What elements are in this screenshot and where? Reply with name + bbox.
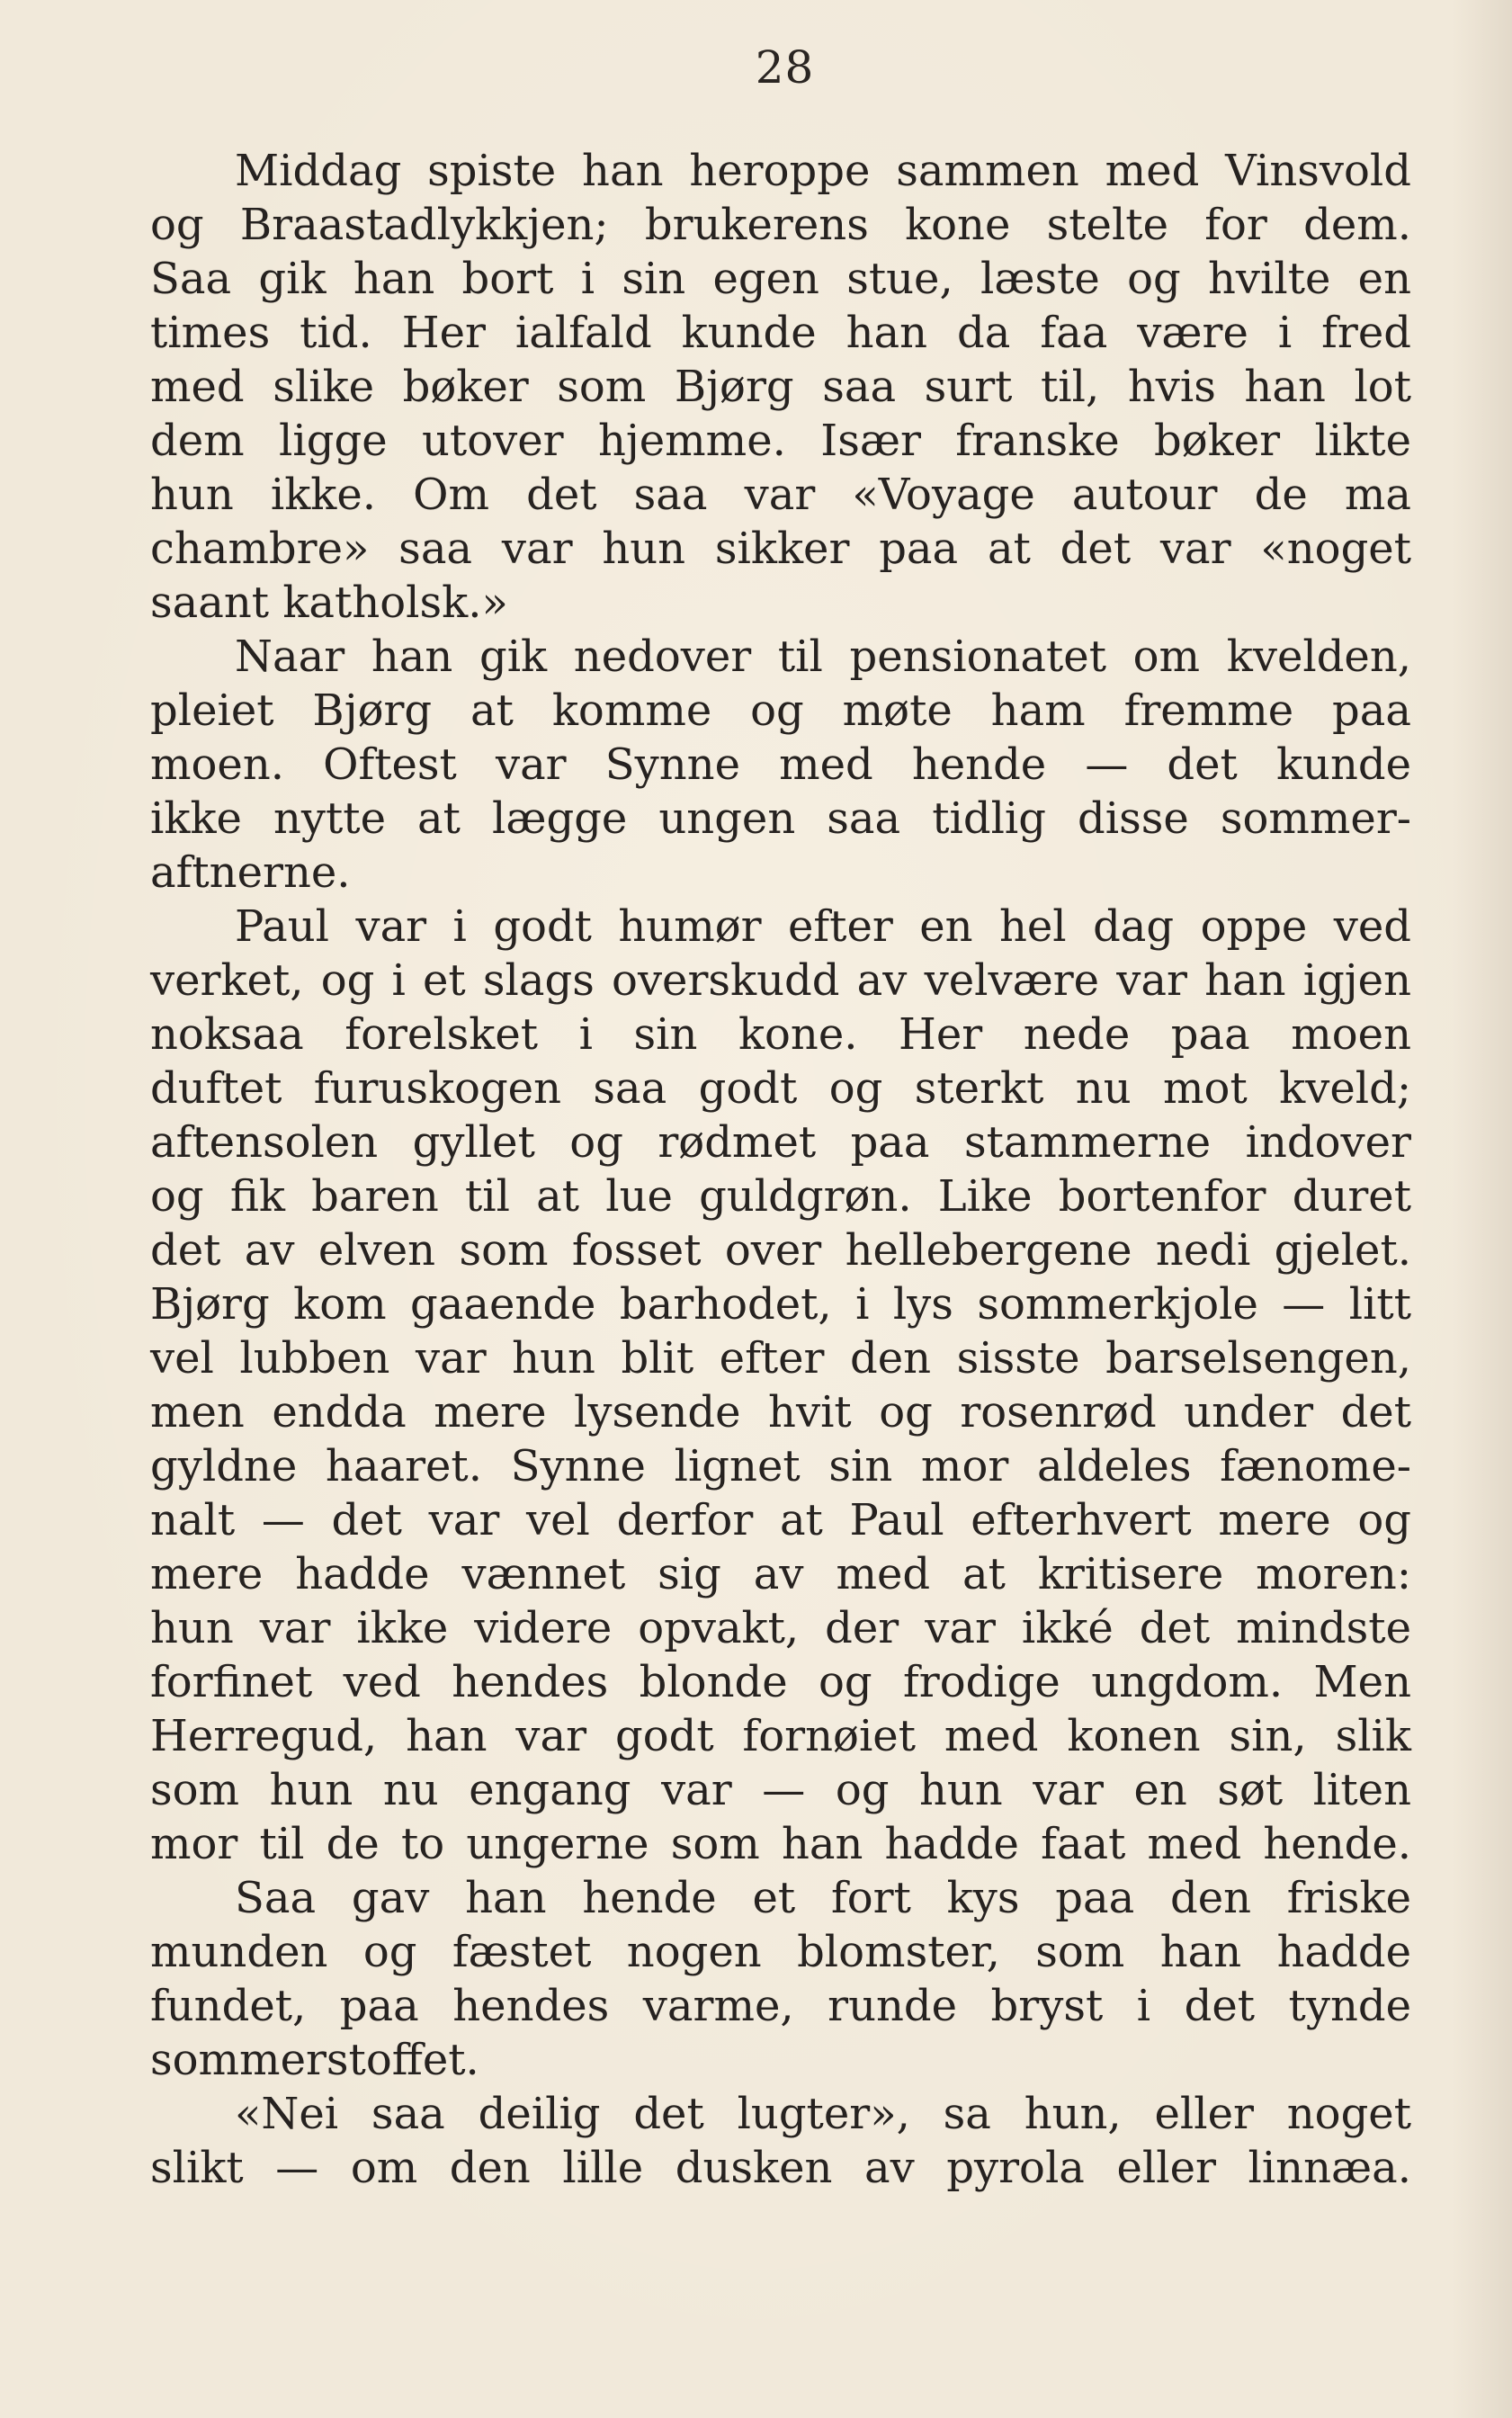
text-line-content: hun ikke. Om det saa var «Voyage autour de ma	[150, 470, 1411, 520]
text-line	[150, 1223, 1411, 1277]
text-line	[150, 1871, 1411, 1925]
text-line-content: med slike bøker som Bjørg saa surt til, hvis han lot	[150, 362, 1411, 412]
text-line-content: times tid. Her ialfald kunde han da faa være i fred	[150, 308, 1411, 358]
text-line-content: aftensolen gyllet og rødmet paa stammerne indover	[150, 1117, 1411, 1168]
text-line	[150, 1008, 1411, 1061]
text-line	[150, 630, 1411, 684]
text-line-content: hun var ikke videre opvakt, der var ikké det mindste	[150, 1603, 1411, 1653]
text-line	[150, 522, 1411, 576]
text-line-content: sommerstoffet.	[150, 2035, 479, 2085]
text-line-content: Saa gav han hende et fort kys paa den friske	[235, 1873, 1411, 1923]
text-line	[150, 2087, 1411, 2141]
text-line	[150, 1115, 1411, 1169]
text-line	[150, 576, 1411, 630]
text-line	[150, 2033, 1411, 2087]
text-line-content: Saa gik han bort i sin egen stue, læste og hvilte en	[150, 254, 1411, 304]
text-line-content: vel lubben var hun blit efter den sisste barselsengen,	[150, 1333, 1411, 1384]
text-line-content: og fik baren til at lue guldgrøn. Like bortenfor duret	[150, 1171, 1411, 1222]
text-line	[150, 198, 1411, 252]
text-line-content: pleiet Bjørg at komme og møte ham fremme paa	[150, 685, 1411, 736]
text-line	[150, 1709, 1411, 1763]
text-line-content: slikt — om den lille dusken av pyrola eller linnæa.	[150, 2143, 1411, 2193]
text-line	[150, 1385, 1411, 1439]
text-line-content: munden og fæstet nogen blomster, som han hadde	[150, 1927, 1411, 1977]
text-line-content: gyldne haaret. Synne lignet sin mor aldeles fænome-	[150, 1441, 1411, 1491]
text-line	[150, 1547, 1411, 1601]
text-line	[150, 1763, 1411, 1817]
text-line-content: aftnerne.	[150, 847, 351, 898]
text-line	[150, 252, 1411, 306]
text-line-content: Middag spiste han heroppe sammen med Vinsvold	[235, 146, 1411, 196]
text-line-content: Paul var i godt humør efter en hel dag oppe ved	[235, 901, 1411, 952]
text-line-content: ikke nytte at lægge ungen saa tidlig disse sommer-	[150, 793, 1411, 844]
text-line-content: chambre» saa var hun sikker paa at det var «noget	[150, 524, 1411, 574]
text-line	[150, 414, 1411, 468]
text-line	[150, 1601, 1411, 1655]
text-line-content: som hun nu engang var — og hun var en søt liten	[150, 1765, 1411, 1815]
text-line	[150, 1655, 1411, 1709]
body-text	[150, 144, 1411, 2195]
text-line	[150, 1169, 1411, 1223]
text-line	[150, 1925, 1411, 1979]
text-line-content: nalt — det var vel derfor at Paul efterhvert mere og	[150, 1495, 1411, 1545]
text-line	[150, 306, 1411, 360]
text-line	[150, 1439, 1411, 1493]
text-line-content: moen. Oftest var Synne med hende — det kunde	[150, 739, 1411, 790]
text-line-content: «Nei saa deilig det lugter», sa hun, eller noget	[235, 2089, 1411, 2139]
text-line	[150, 1493, 1411, 1547]
text-line	[150, 1331, 1411, 1385]
text-line	[150, 360, 1411, 414]
text-line	[150, 684, 1411, 738]
text-line	[150, 792, 1411, 846]
text-line-content: forfinet ved hendes blonde og frodige ungdom. Men	[150, 1657, 1411, 1707]
text-line-content: og Braastadlykkjen; brukerens kone stelte for dem.	[150, 200, 1411, 250]
text-line	[150, 1817, 1411, 1871]
text-line-content: men endda mere lysende hvit og rosenrød under det	[150, 1387, 1411, 1437]
text-line	[150, 846, 1411, 900]
text-line-content: dem ligge utover hjemme. Især franske bøker likte	[150, 416, 1411, 466]
text-line	[150, 738, 1411, 792]
text-line-content: duftet furuskogen saa godt og sterkt nu mot kveld;	[150, 1063, 1411, 1114]
text-line-content: noksaa forelsket i sin kone. Her nede paa moen	[150, 1009, 1411, 1060]
text-line-content: Naar han gik nedover til pensionatet om kvelden,	[235, 631, 1411, 682]
text-line-content: Bjørg kom gaaende barhodet, i lys sommerkjole — litt	[150, 1279, 1411, 1330]
text-line	[150, 1277, 1411, 1331]
text-line-content: Herregud, han var godt fornøiet med konen sin, slik	[150, 1711, 1411, 1761]
text-line-content: saant katholsk.»	[150, 578, 508, 628]
page-number: 28	[755, 41, 815, 94]
text-line	[150, 1979, 1411, 2033]
text-line-content: fundet, paa hendes varme, runde bryst i det tynde	[150, 1981, 1411, 2031]
text-line	[150, 468, 1411, 522]
text-line-content: mor til de to ungerne som han hadde faat med hende.	[150, 1819, 1411, 1869]
text-line-content: mere hadde vænnet sig av med at kritisere moren:	[150, 1549, 1411, 1599]
text-line-content: verket, og i et slags overskudd av velvære var han igjen	[150, 955, 1411, 1006]
text-line	[150, 900, 1411, 954]
text-line	[150, 144, 1411, 198]
text-line-content: det av elven som fosset over hellebergene nedi gjelet.	[150, 1225, 1411, 1276]
text-line	[150, 1061, 1411, 1115]
text-line	[150, 954, 1411, 1008]
text-line	[150, 2141, 1411, 2195]
